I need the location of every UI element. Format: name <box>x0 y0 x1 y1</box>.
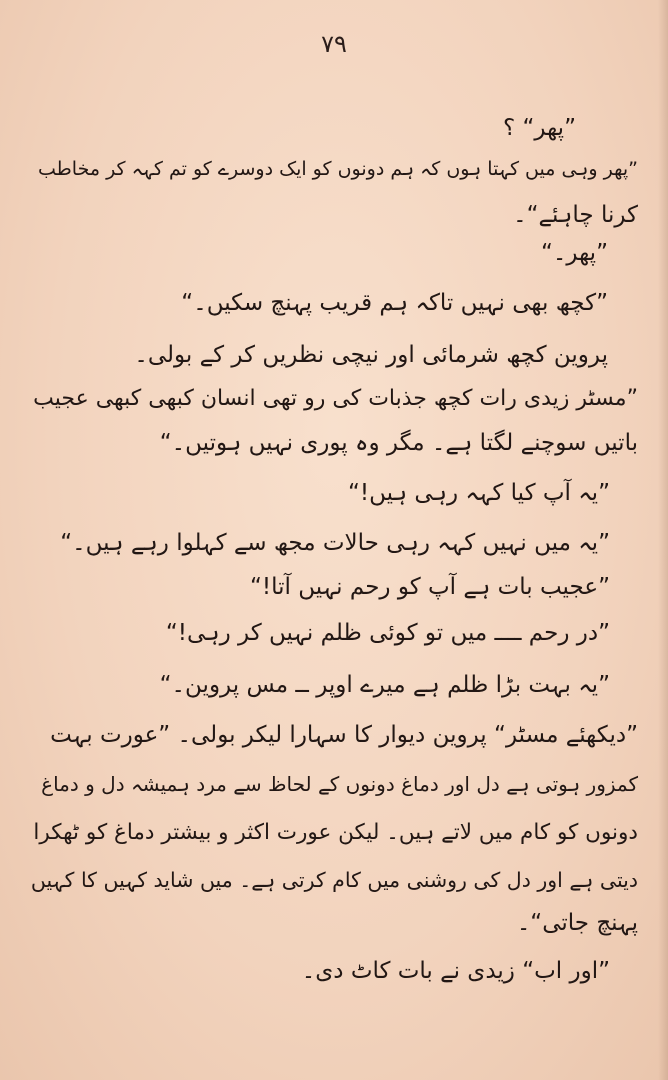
page-number: ۷۹ <box>321 30 347 58</box>
text-line: پہنچ جاتی“۔ <box>516 910 638 936</box>
text-line: دونوں کو کام میں لاتے ہیں۔ لیکن عورت اکثر و بیشتر دماغ کو ٹھکرا <box>33 820 638 845</box>
text-line: باتیں سوچنے لگتا ہے۔ مگر وہ پوری نہیں ہوتیں۔“ <box>159 430 638 456</box>
text-line: ”مسٹر زیدی رات کچھ جذبات کی رو تھی انسان کبھی کبھی عجیب <box>33 386 638 411</box>
text-line: کرنا چاہئے“۔ <box>513 202 638 228</box>
page-edge-shadow <box>658 0 668 1080</box>
text-line: دیتی ہے اور دل کی روشنی میں کام کرتی ہے۔ میں شاید کہیں کا کہیں <box>30 868 638 892</box>
text-line: کمزور ہوتی ہے دل اور دماغ دونوں کے لحاظ سے مرد ہمیشہ دل و دماغ <box>41 772 638 796</box>
text-line: ”کچھ بھی نہیں تاکہ ہم قریب پہنچ سکیں۔“ <box>181 290 608 316</box>
text-line: ”پھر وہی میں کہتا ہوں کہ ہم دونوں کو ایک دوسرے کو تم کہہ کر مخاطب <box>38 158 638 180</box>
text-line: پروین کچھ شرمائی اور نیچی نظریں کر کے بولی۔ <box>134 342 608 368</box>
text-line: ”یہ بہت بڑا ظلم ہے میرے اوپر ــ مس پروین۔“ <box>159 672 610 698</box>
text-line: ”در رحم ــــ میں تو کوئی ظلم نہیں کر رہی!“ <box>165 620 610 646</box>
text-line: ”اور اب“ زیدی نے بات کاٹ دی۔ <box>301 958 610 984</box>
text-line: ”یہ میں نہیں کہہ رہی حالات مجھ سے کہلوا رہے ہیں۔“ <box>60 530 610 556</box>
text-line: ”پھر“ ؟ <box>502 115 576 141</box>
text-line: ”عجیب بات ہے آپ کو رحم نہیں آتا!“ <box>250 574 610 600</box>
text-line: ”یہ آپ کیا کہہ رہی ہیں!“ <box>347 480 610 506</box>
text-line: ”دیکھئے مسٹر“ پروین دیوار کا سہارا لیکر بولی۔ ”عورت بہت <box>50 722 638 748</box>
text-line: ”پھر۔“ <box>540 240 608 266</box>
